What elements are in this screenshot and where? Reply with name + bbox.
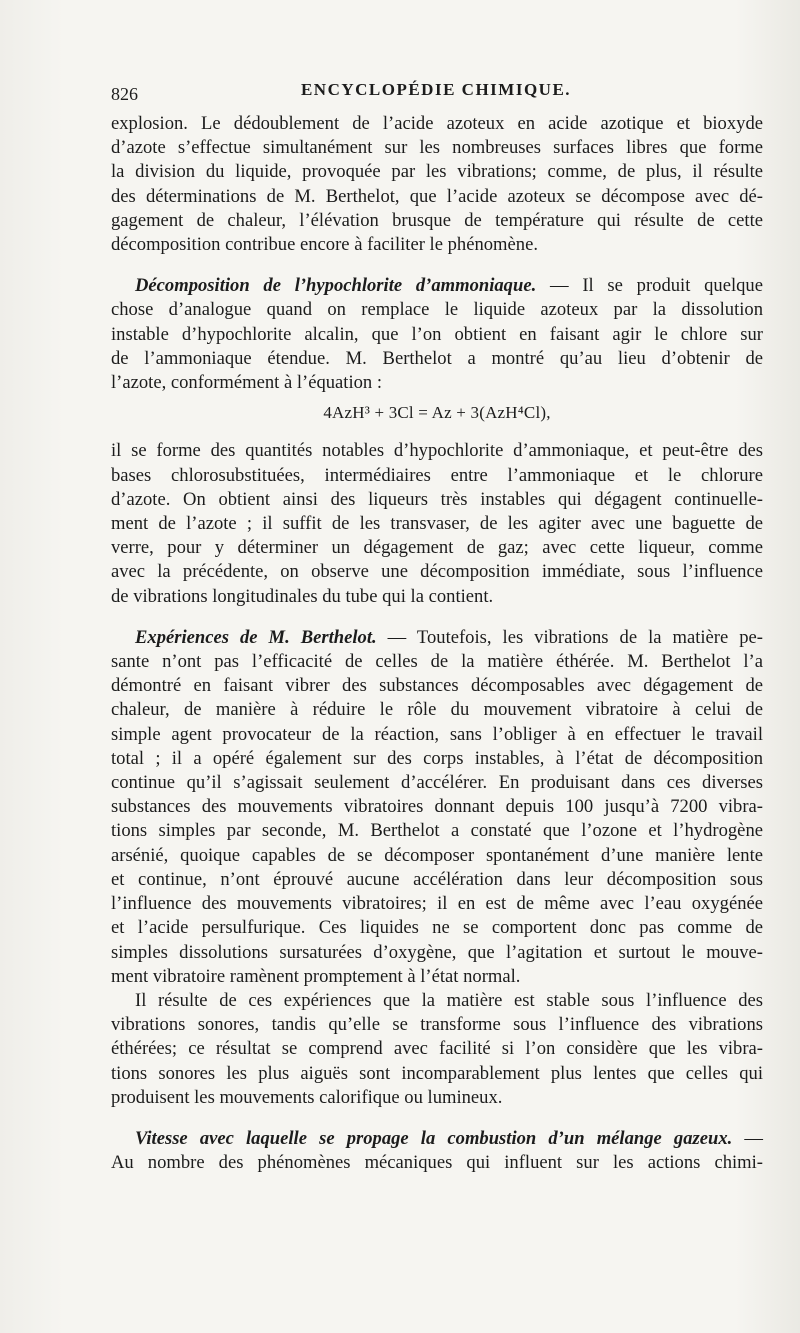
section-title-experiences: Expériences de M. Berthelot. [135,626,377,648]
text-line: avec la précédente, on observe une décomposition immédiate, sous l’influence [111,561,763,583]
text-line: vibrations sonores, tandis qu’elle se transforme sous l’influence des vibrations [111,1014,763,1036]
paragraph-vitesse [111,1127,763,1175]
chemical-equation: 4AzH³ + 3Cl = Az + 3(AzH⁴Cl), [323,403,551,423]
body-text [111,112,763,1175]
spacer [111,609,763,626]
text-line: ment de l’azote ; il suffit de les transvaser, de les agiter avec une baguette de [111,513,763,535]
text-line: et continue, n’ont éprouvé aucune accélération dans leur décomposition sous [111,868,763,890]
text-line: l’influence des mouvements vibratoires; il en est de même avec l’eau oxygénée [111,893,763,915]
text-line: sante n’ont pas l’efficacité de celles de la matière éthérée. M. Berthelot l’a [111,651,763,673]
text-line: de vibrations longitudinales du tube qui la contient. [111,585,494,607]
text-fragment: — Il se produit quelque [536,275,763,297]
paragraph-ammoniaque [111,439,763,608]
text-line: chose d’analogue quand on remplace le liquide azoteux par la dissolution [111,299,763,321]
spacer [111,1110,763,1127]
text-line: la division du liquide, provoquée par les vibrations; comme, de plus, il résulte [111,161,763,183]
text-line: et l’acide persulfurique. Ces liquides ne se comportent donc pas comme de [111,917,763,939]
text-fragment: — Toutefois, les vibrations de la matière pe- [376,626,763,648]
text-line: bases chlorosubstituées, intermédiaires entre l’ammoniaque et le chlorure [111,464,763,486]
text-line: de l’ammoniaque étendue. M. Berthelot a montré qu’au lieu d’obtenir de [111,347,763,369]
paragraph-conclusion [111,989,763,1110]
text-line: verre, pour y déterminer un dégagement de gaz; avec cette liqueur, comme [111,537,763,559]
text-line: l’azote, conformément à l’équation : [111,372,383,394]
text-line: Il résulte de ces expériences que la matière est stable sous l’influence des [135,989,763,1011]
text-line: total ; il a opéré également sur des corps instables, à l’état de décomposition [111,747,763,769]
text-line: ment vibratoire ramènent promptement à l’état normal. [111,965,521,987]
section-title-hypochlorite: Décomposition de l’hypochlorite d’ammoniaque. [135,275,537,297]
text-line: décomposition contribue encore à faciliter le phénomène. [111,234,538,256]
text-line: il se forme des quantités notables d’hypochlorite d’ammoniaque, et peut-être des [111,440,763,462]
text-line: arsénié, quoique capables de se décomposer spontanément d’une manière lente [111,844,763,866]
text-line: Au nombre des phénomènes mécaniques qui influent sur les actions chimi- [111,1152,763,1174]
text-line: explosion. Le dédoublement de l’acide azoteux en acide azotique et bioxyde [111,113,763,134]
page-header [111,80,761,106]
text-line: continue qu’il s’agissait seulement d’accélérer. En produisant dans ces diverses [111,772,763,794]
text-line: d’azote. On obtient ainsi des liqueurs très instables qui dégagent continuelle- [111,488,763,510]
text-line: simples dissolutions sursaturées d’oxygène, que l’agitation et surtout le mouve- [111,941,763,963]
paragraph-experiences [111,626,763,989]
text-line [111,1127,763,1151]
text-fragment: — [732,1127,763,1149]
text-line: tions sonores les plus aiguës sont incomparablement plus lentes que celles qui [111,1062,763,1084]
text-line: substances des mouvements vibratoires donnant depuis 100 jusqu’à 7200 vibra- [111,796,763,818]
text-line: gagement de chaleur, l’élévation brusque de température qui résulte de cette [111,209,763,231]
paragraph-hypochlorite [111,274,763,395]
text-line: éthérées; ce résultat se comprend avec facilité si l’on considère que les vibra- [111,1038,763,1060]
spacer [111,257,763,274]
text-line [111,626,763,650]
running-title: ENCYCLOPÉDIE CHIMIQUE. [300,80,572,99]
text-line: chaleur, de manière à réduire le rôle du mouvement vibratoire à celui de [111,699,763,721]
page-number: 826 [111,84,138,104]
text-line: instable d’hypochlorite alcalin, que l’on obtient en faisant agir le chlore sur [111,323,763,345]
paragraph-explosion [111,112,763,257]
text-line: d’azote s’effectue simultanément sur les nombreuses surfaces libres que forme [111,137,763,159]
text-line: tions simples par seconde, M. Berthelot a constaté que l’ozone et l’hydrogène [111,820,763,842]
text-line [111,274,763,298]
text-line: produisent les mouvements calorifique ou lumineux. [111,1086,503,1108]
section-title-vitesse: Vitesse avec laquelle se propage la combustion d’un mélange gazeux. [135,1127,733,1149]
text-line: démontré en faisant vibrer des substances décomposables avec dégagement de [111,675,763,697]
text-line: des déterminations de M. Berthelot, que l’acide azoteux se décompose avec dé- [111,185,763,207]
text-line: simple agent provocateur de la réaction, sans l’obliger à en effectuer le travail [111,723,763,745]
